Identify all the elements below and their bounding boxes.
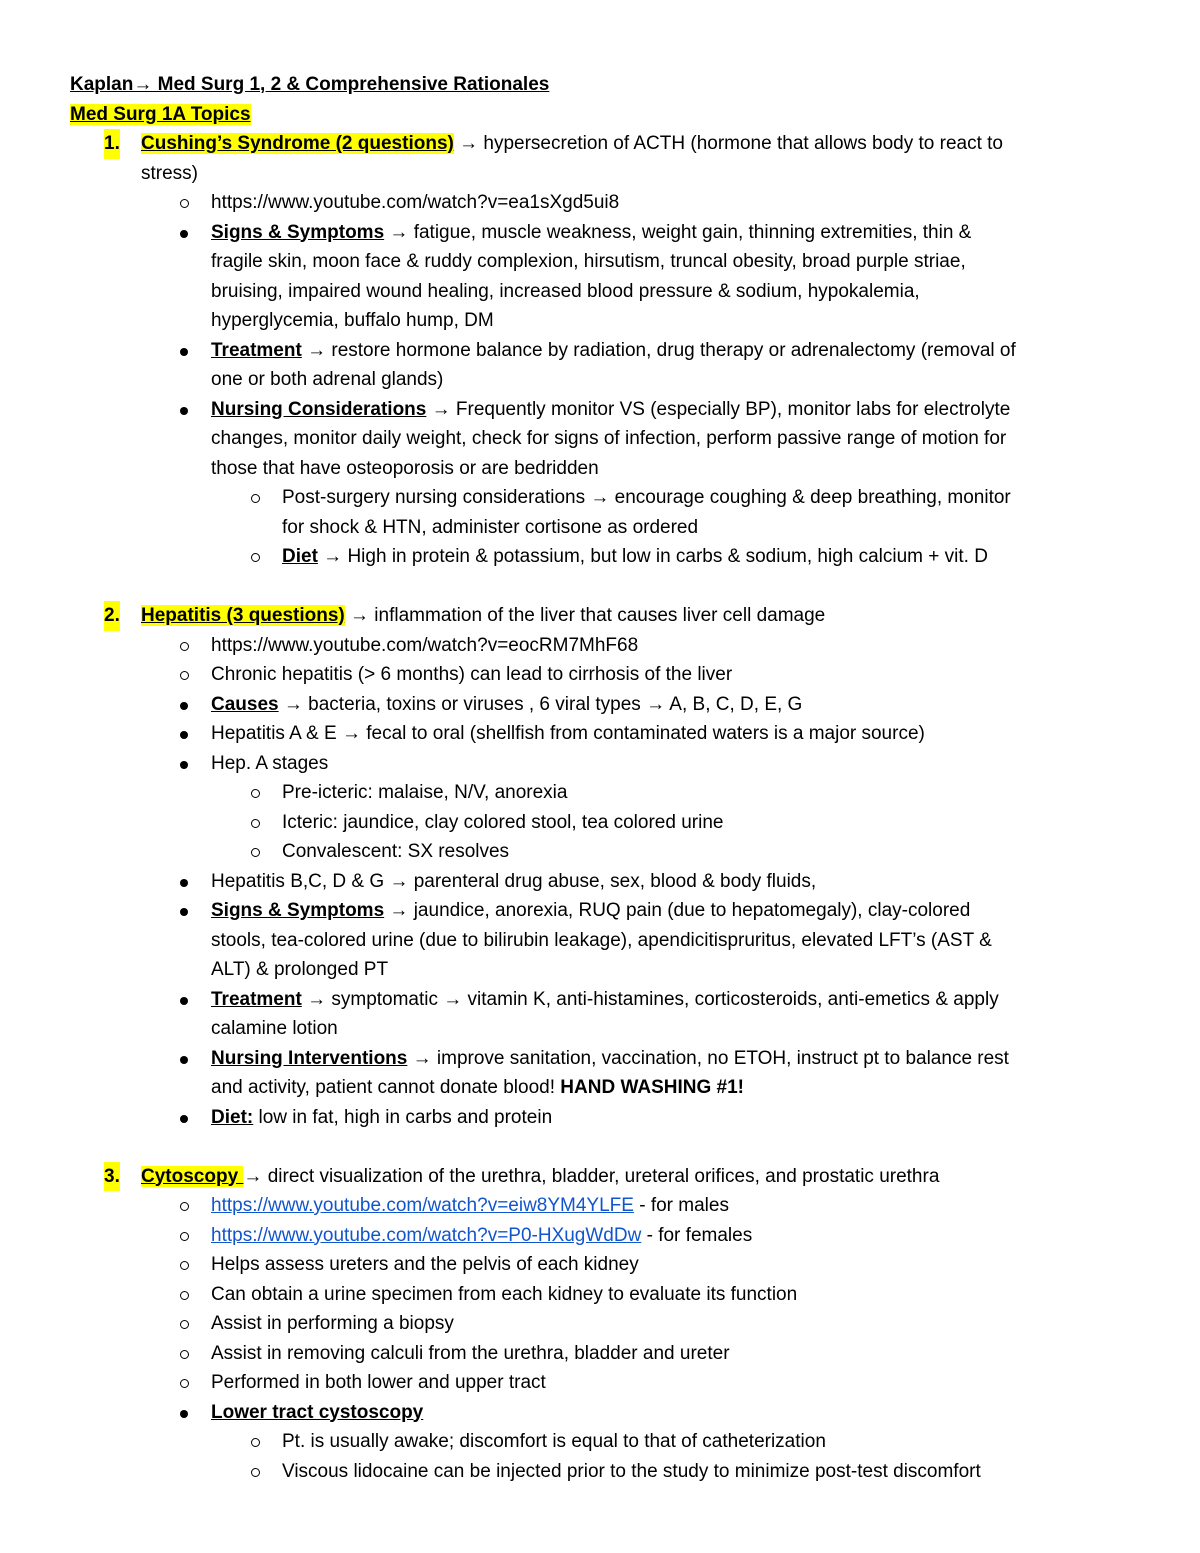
topic-3-desc: → direct visualization of the urethra, bladder, ureteral orifices, and prostatic urethra [243,1165,940,1187]
list-item [70,690,1140,720]
topic-2-heading: Hepatitis (3 questions) [141,605,345,626]
list-item [70,1044,1140,1074]
topic-2-causes-label: Causes [211,693,279,715]
list-item [70,542,1140,572]
hollow-bullet-icon [251,819,260,828]
bullet-icon [180,1056,188,1064]
topic-1-signs-text: → fatigue, muscle weakness, weight gain, thinning extremities, thin & [384,221,972,243]
topic-2-stage-1: Pre-icteric: malaise, N/V, anorexia [282,782,568,803]
hollow-bullet-icon [251,1438,260,1447]
list-item [70,896,1140,926]
hollow-bullet-icon [180,1202,189,1211]
topic-2-diet-label: Diet: [211,1106,254,1128]
hollow-bullet-icon [180,642,189,651]
list-item [70,1427,1140,1457]
list-item [70,1221,1140,1251]
list-item [70,395,1140,425]
bullet-icon [180,761,188,769]
topic-2-hep-ae: Hepatitis A & E → fecal to oral (shellfish from contaminated waters is a major source) [211,723,925,744]
topic-2-video-url: https://www.youtube.com/watch?v=eocRM7MhF68 [211,634,639,656]
hollow-bullet-icon [251,1468,260,1477]
topic-1-desc-cont [70,159,1140,189]
bullet-icon [180,731,188,739]
topic-2-hep-bcdg: Hepatitis B,C, D & G → parenteral drug abuse, sex, blood & body fluids, [211,870,817,892]
topic-2-treat-text-2: calamine lotion [211,1018,338,1039]
hollow-bullet-icon [180,1261,189,1270]
bullet-icon [180,407,188,415]
topic-1-signs-text-2: fragile skin, moon face & ruddy complexion, hirsutism, truncal obesity, broad purple striae, [211,251,966,272]
list-item [70,336,1140,366]
topic-1-nursing-text: → Frequently monitor VS (especially BP), monitor labs for electrolyte [426,398,1011,420]
topic-1-signs-text-4: hyperglycemia, buffalo hump, DM [211,310,494,331]
topic-1-treat-text: → restore hormone balance by radiation, drug therapy or adrenalectomy (removal of [301,339,1016,361]
bullet-icon [180,348,188,356]
list-item-cont [70,1014,1140,1044]
list-item [70,1280,1140,1310]
topic-1-treat-text-2: one or both adrenal glands) [211,369,444,390]
list-item-cont [70,513,1140,543]
topic-1-desc: → hypersecretion of ACTH (hormone that allows body to react to [453,133,1003,154]
hollow-bullet-icon [251,553,260,562]
topic-2-treat-label: Treatment [211,988,302,1010]
list-item-cont [70,277,1140,307]
topic-3-item-3: Assist in performing a biopsy [211,1313,454,1334]
topic-2-treat-text: → symptomatic → vitamin K, anti-histamines, corticosteroids, anti-emetics & apply [301,988,999,1010]
bullet-icon [180,1115,188,1123]
list-item-cont [70,306,1140,336]
topic-1-postsurg-text: Post-surgery nursing considerations → encourage coughing & deep breathing, monitor [282,487,1011,508]
topic-2-number: 2. [104,601,120,631]
topic-3-item-2: Can obtain a urine specimen from each kidney to evaluate its function [211,1283,798,1305]
list-item [70,837,1140,867]
section-title: Med Surg 1A Topics [70,103,251,125]
list-item [70,1103,1140,1133]
list-item-cont [70,1073,1140,1103]
list-item [70,218,1140,248]
hollow-bullet-icon [180,1232,189,1241]
hollow-bullet-icon [180,1320,189,1329]
list-item-cont [70,247,1140,277]
section-title-line [70,100,1140,130]
topic-3-heading-line [70,1162,1140,1192]
list-item [70,778,1140,808]
list-item-cont [70,454,1140,484]
list-item [70,1457,1140,1487]
topic-1-nursing-label: Nursing Considerations [211,398,427,420]
topic-2-diet-text: low in fat, high in carbs and protein [253,1106,553,1128]
hollow-bullet-icon [180,1379,189,1388]
topic-1-heading: Cushing’s Syndrome (2 questions) [141,133,454,154]
bullet-icon [180,997,188,1005]
topic-2-interv-label: Nursing Interventions [211,1047,408,1069]
list-item [70,1398,1140,1428]
list-item [70,483,1140,513]
video-link-females[interactable]: https://www.youtube.com/watch?v=P0-HXugWdDw [211,1224,642,1246]
topic-3-item-4: Assist in removing calculi from the urethra, bladder and ureter [211,1342,730,1364]
list-item [70,631,1140,661]
topic-3-item-5: Performed in both lower and upper tract [211,1372,546,1393]
list-item-cont [70,926,1140,956]
list-item-cont [70,955,1140,985]
topic-2-stage-3: Convalescent: SX resolves [282,841,510,862]
topic-2-signs-text-3: ALT) & prolonged PT [211,959,389,980]
bullet-icon [180,1410,188,1418]
topic-2-stage-2: Icteric: jaundice, clay colored stool, tea colored urine [282,811,724,833]
list-item [70,1368,1140,1398]
list-item [70,808,1140,838]
bullet-icon [180,908,188,916]
topic-2-hep-a-stages: Hep. A stages [211,752,329,774]
topic-3-lower-item-1: Pt. is usually awake; discomfort is equal to that of catheterization [282,1431,826,1452]
topic-1-diet-label: Diet [282,546,318,567]
list-item [70,1191,1140,1221]
topic-1-nursing-text-3: those that have osteoporosis or are bedridden [211,457,599,479]
list-item-cont [70,365,1140,395]
hollow-bullet-icon [180,199,189,208]
doc-title: Kaplan→ Med Surg 1, 2 & Comprehensive Rationales [70,74,550,95]
topic-2-signs-label: Signs & Symptoms [211,900,385,921]
list-item [70,188,1140,218]
topic-1-signs-text-3: bruising, impaired wound healing, increased blood pressure & sodium, hypokalemia, [211,280,920,302]
hollow-bullet-icon [180,671,189,680]
topic-3-heading: Cytoscopy [141,1165,244,1187]
topic-2-signs-text-2: stools, tea-colored urine (due to bilirubin leakage), apendicitispruritus, elevated LFT’s (AST & [211,929,992,951]
topic-1-treat-label: Treatment [211,339,302,361]
link-suffix-females: - for females [641,1224,753,1246]
spacer [70,572,1140,602]
topic-2-heading-line [70,601,1140,631]
spacer [70,1132,1140,1162]
topic-3-item-1: Helps assess ureters and the pelvis of each kidney [211,1254,639,1275]
hollow-bullet-icon [251,494,260,503]
topic-3-lower-item-2: Viscous lidocaine can be injected prior to the study to minimize post-test discomfort [282,1460,981,1482]
document-page [70,70,1140,1486]
topic-1-number: 1. [104,129,120,159]
topic-2-chronic: Chronic hepatitis (> 6 months) can lead to cirrhosis of the liver [211,664,733,685]
hollow-bullet-icon [251,789,260,798]
topic-1-desc-2: stress) [141,162,198,184]
topic-1-diet-text: → High in protein & potassium, but low in carbs & sodium, high calcium + vit. D [317,546,988,567]
topic-2-desc: → inflammation of the liver that causes liver cell damage [344,605,826,626]
topic-2-interv-text-2: and activity, patient cannot donate blood! [211,1077,561,1098]
list-item [70,1250,1140,1280]
topic-2-hand-washing: HAND WASHING #1! [560,1077,744,1098]
topic-1-nursing-text-2: changes, monitor daily weight, check for signs of infection, perform passive range of motion for [211,428,1007,449]
bullet-icon [180,230,188,238]
hollow-bullet-icon [180,1350,189,1359]
list-item [70,985,1140,1015]
topic-1-video-url: https://www.youtube.com/watch?v=ea1sXgd5ui8 [211,192,620,213]
topic-1-postsurg-text-2: for shock & HTN, administer cortisone as ordered [282,516,699,538]
list-item [70,867,1140,897]
hollow-bullet-icon [180,1291,189,1300]
bullet-icon [180,702,188,710]
topic-2-signs-text: → jaundice, anorexia, RUQ pain (due to hepatomegaly), clay-colored [384,900,971,921]
doc-title-line [70,70,1140,100]
list-item [70,749,1140,779]
bullet-icon [180,879,188,887]
list-item [70,1309,1140,1339]
list-item [70,719,1140,749]
list-item [70,1339,1140,1369]
topic-1-signs-label: Signs & Symptoms [211,221,385,243]
list-item-cont [70,424,1140,454]
topic-1-heading-line [70,129,1140,159]
topic-3-number: 3. [104,1162,120,1192]
topic-2-interv-text: → improve sanitation, vaccination, no ETOH, instruct pt to balance rest [407,1047,1009,1069]
link-suffix-males: - for males [633,1195,729,1216]
list-item [70,660,1140,690]
topic-3-lower-label: Lower tract cystoscopy [211,1401,424,1423]
topic-2-causes-text: → bacteria, toxins or viruses , 6 viral types → A, B, C, D, E, G [278,693,803,715]
hollow-bullet-icon [251,848,260,857]
video-link-males[interactable]: https://www.youtube.com/watch?v=eiw8YM4YLFE [211,1195,634,1216]
